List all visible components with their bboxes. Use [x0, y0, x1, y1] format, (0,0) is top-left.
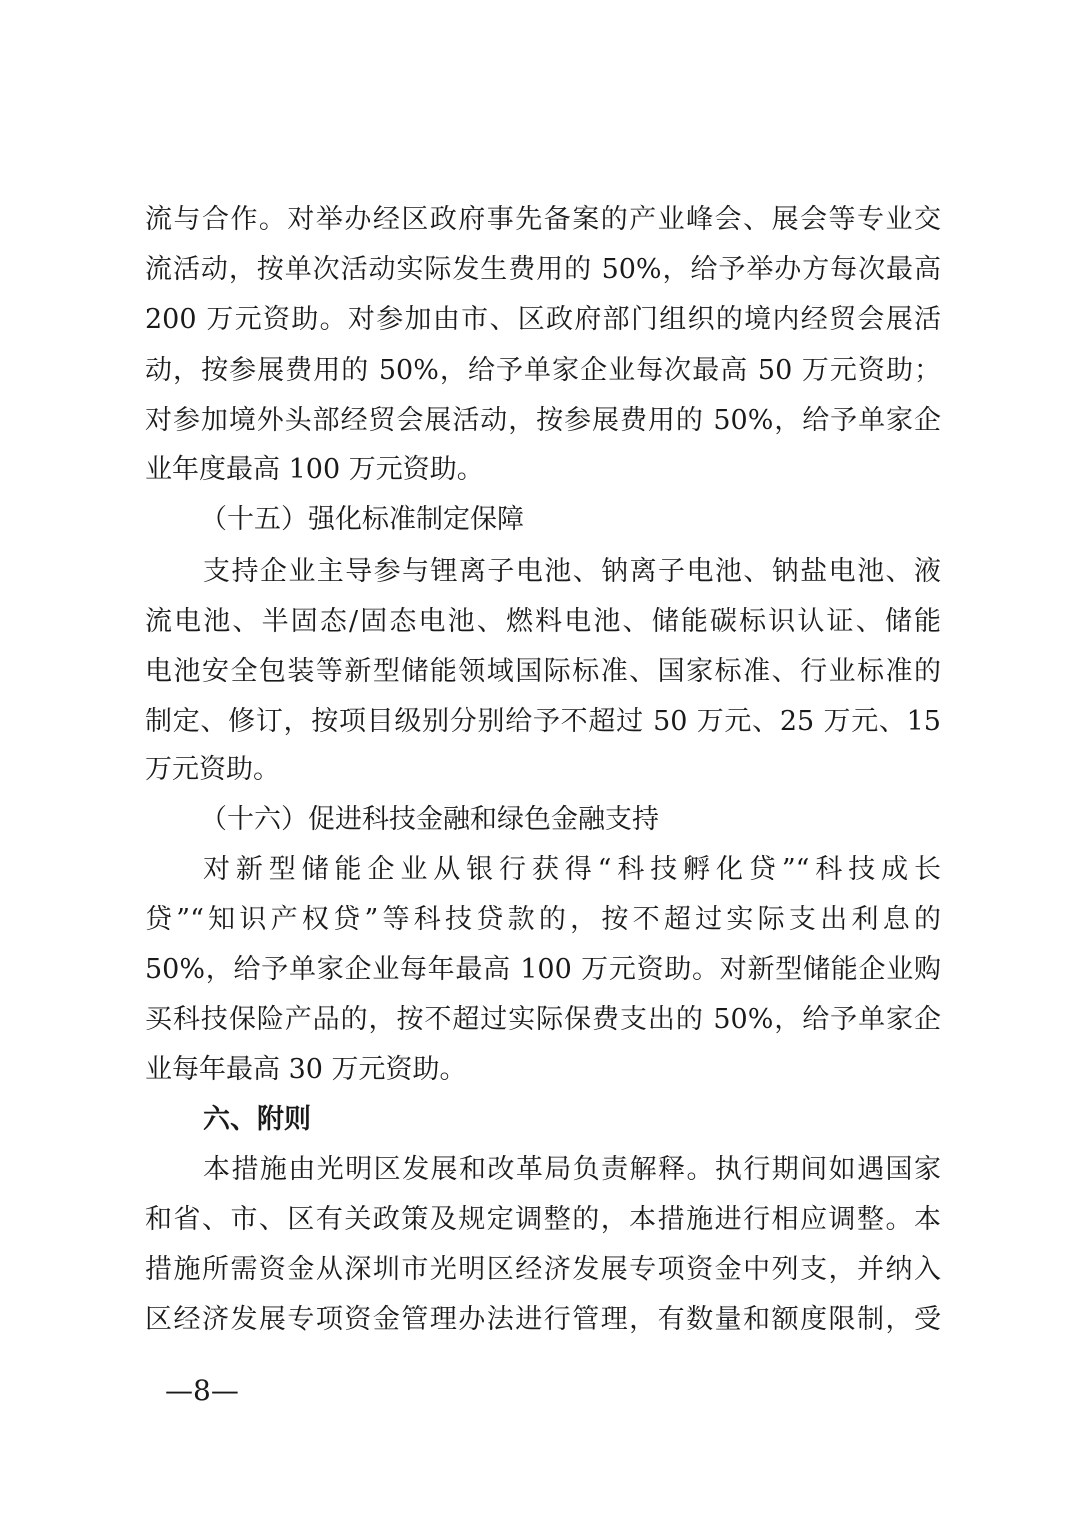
body-text-line: 业年度最高 100 万元资助。 — [145, 454, 484, 485]
body-text-line: 流活动，按单次活动实际发生费用的 50%，给予举办方每次最高 — [145, 254, 941, 285]
body-text-line: 本措施由光明区发展和改革局负责解释。执行期间如遇国家 — [203, 1154, 941, 1185]
body-text-line: 对新型储能企业从银行获得“科技孵化贷”“科技成长 — [203, 854, 941, 885]
chapter-heading-appendix: 六、附则 — [203, 1104, 311, 1135]
body-text-line: 支持企业主导参与锂离子电池、钠离子电池、钠盐电池、液 — [203, 556, 941, 587]
body-text-line: 制定、修订，按项目级别分别给予不超过 50 万元、25 万元、15 — [145, 706, 941, 737]
body-text-line: 措施所需资金从深圳市光明区经济发展专项资金中列支，并纳入 — [145, 1254, 941, 1285]
body-text-line: 电池安全包装等新型储能领域国际标准、国家标准、行业标准的 — [145, 656, 941, 687]
body-text-line: 50%，给予单家企业每年最高 100 万元资助。对新型储能企业购 — [145, 954, 941, 985]
body-text-line: 万元资助。 — [145, 754, 280, 785]
body-text-line: 买科技保险产品的，按不超过实际保费支出的 50%，给予单家企 — [145, 1004, 941, 1035]
section-heading-16: （十六）促进科技金融和绿色金融支持 — [200, 804, 659, 835]
body-text-line: 业每年最高 30 万元资助。 — [145, 1054, 467, 1085]
body-text-line: 和省、市、区有关政策及规定调整的，本措施进行相应调整。本 — [145, 1204, 941, 1235]
section-heading-15: （十五）强化标准制定保障 — [200, 504, 524, 535]
body-text-line: 动，按参展费用的 50%，给予单家企业每次最高 50 万元资助； — [145, 355, 941, 386]
page-number: —8— — [165, 1374, 239, 1407]
body-text-line: 200 万元资助。对参加由市、区政府部门组织的境内经贸会展活 — [145, 304, 941, 335]
body-text-line: 流电池、半固态/固态电池、燃料电池、储能碳标识认证、储能 — [145, 606, 941, 637]
body-text-line: 区经济发展专项资金管理办法进行管理，有数量和额度限制，受 — [145, 1304, 941, 1335]
body-text-line: 对参加境外头部经贸会展活动，按参展费用的 50%，给予单家企 — [145, 405, 941, 436]
body-text-line: 贷”“知识产权贷”等科技贷款的，按不超过实际支出利息的 — [145, 904, 941, 935]
body-text-line: 流与合作。对举办经区政府事先备案的产业峰会、展会等专业交 — [145, 204, 941, 235]
